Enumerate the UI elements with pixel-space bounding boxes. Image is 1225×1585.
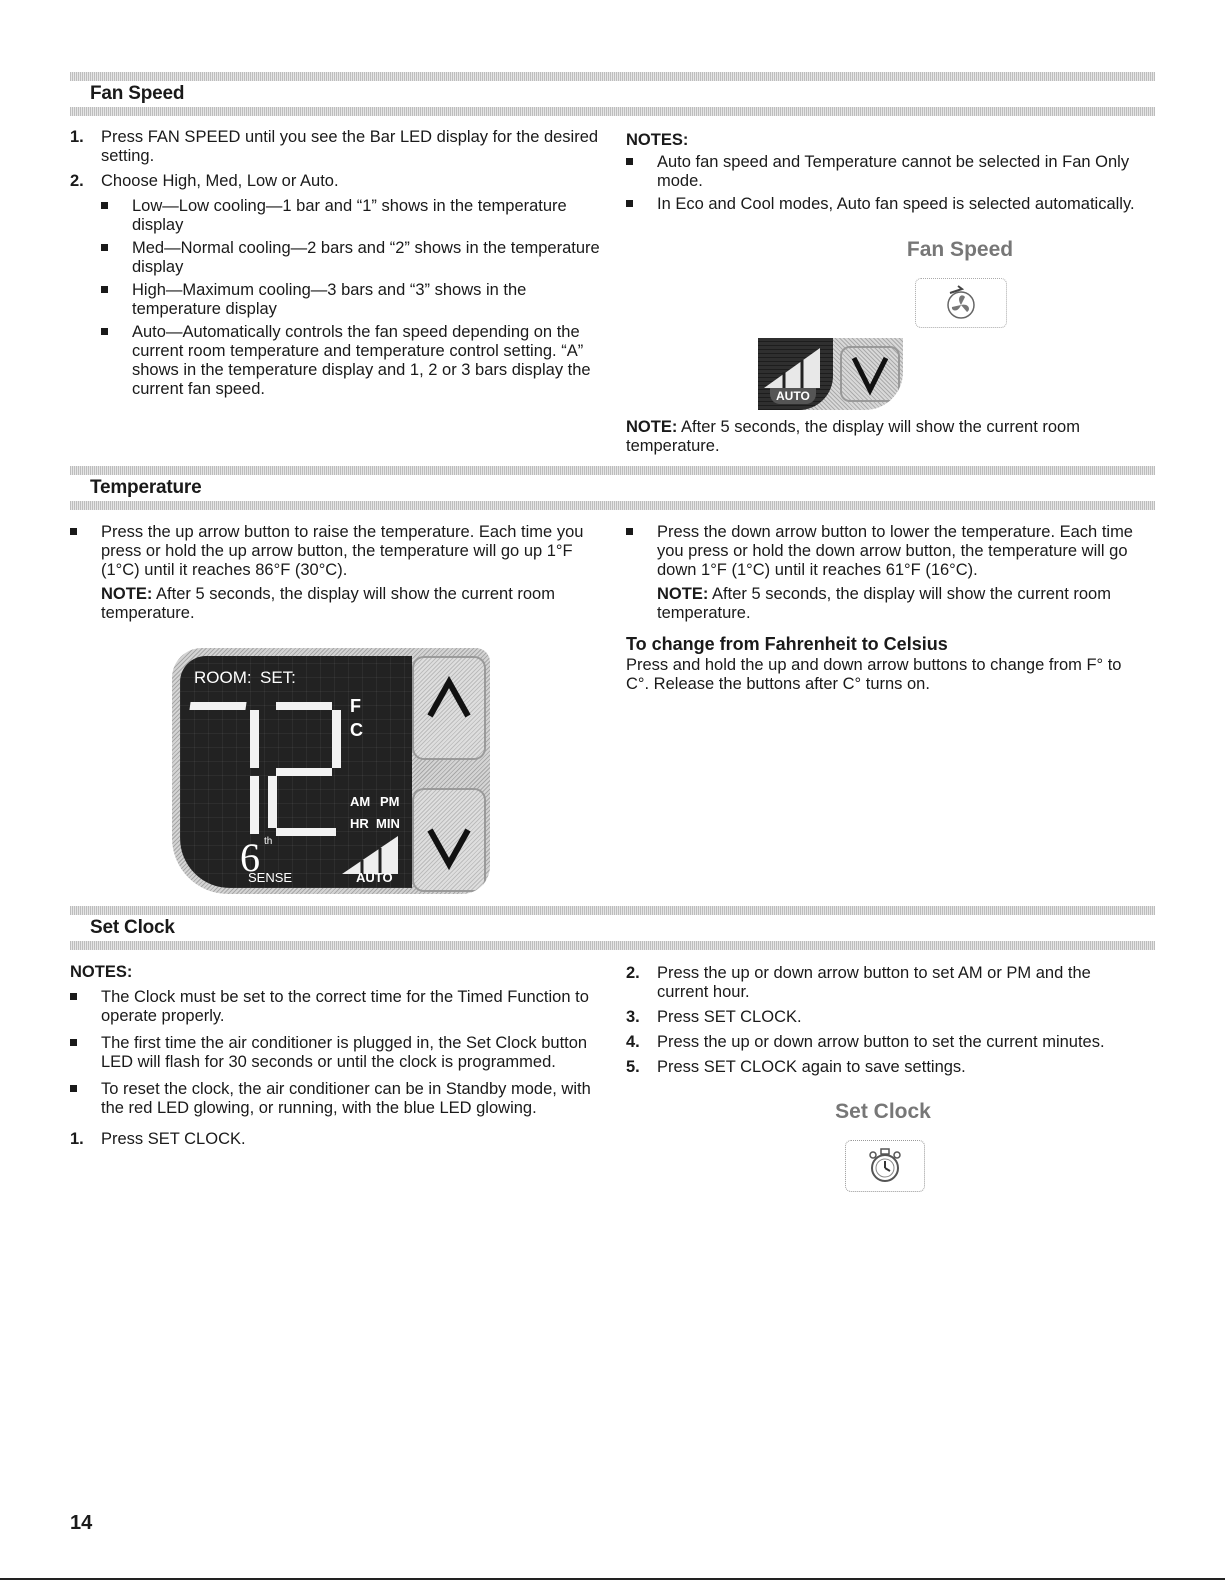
segment bbox=[250, 776, 259, 834]
down-arrow-button[interactable] bbox=[412, 788, 486, 892]
temperature-right-column bbox=[626, 523, 1146, 694]
fahrenheit-celsius-block bbox=[626, 635, 1146, 694]
fan-speed-display bbox=[758, 338, 903, 410]
clock-icon bbox=[846, 1141, 924, 1191]
header-rule bbox=[70, 906, 1155, 915]
down-arrow-button[interactable] bbox=[840, 346, 900, 402]
auto-label: AUTO bbox=[770, 388, 816, 404]
list-item: Press the down arrow button to lower the temperature. Each time you press or hold the down arrow button, the temperature will go down 1°F (1°C) until it reaches 61°F (16°C). NOTE: After 5 seconds, the display will show the current room temperature. bbox=[626, 523, 1146, 623]
sense-number: 6 bbox=[240, 835, 260, 880]
notes-heading: NOTES: bbox=[70, 963, 133, 981]
sense-label: SENSE bbox=[248, 870, 293, 885]
page-number: 14 bbox=[70, 1512, 93, 1534]
temperature-left-column bbox=[70, 523, 598, 627]
segment bbox=[268, 776, 277, 828]
list-item: Auto fan speed and Temperature cannot be selected in Fan Only mode. bbox=[626, 153, 1146, 191]
segment bbox=[276, 828, 336, 836]
set-clock-section-header bbox=[70, 906, 1155, 950]
step: 1. Press SET CLOCK. bbox=[70, 1130, 246, 1148]
segment bbox=[332, 710, 341, 768]
notes-heading: NOTES: bbox=[626, 131, 689, 149]
temperature-section-header bbox=[70, 466, 1155, 510]
fan-speed-right-column bbox=[626, 131, 1146, 218]
list-item: In Eco and Cool modes, Auto fan speed is selected automatically. bbox=[626, 195, 1146, 214]
list-item: The Clock must be set to the correct time for the Timed Function to operate properly. bbox=[70, 988, 598, 1026]
segment bbox=[250, 710, 259, 768]
subheading: To change from Fahrenheit to Celsius bbox=[626, 634, 948, 654]
auto-label: AUTO bbox=[356, 870, 393, 885]
celsius-indicator: C bbox=[350, 720, 363, 740]
set-clock-left-column bbox=[70, 963, 598, 1155]
list-item: Low—Low cooling—1 bar and “1” shows in the temperature display bbox=[101, 197, 600, 235]
section-title: Temperature bbox=[90, 477, 202, 498]
step: 3. Press SET CLOCK. bbox=[626, 1008, 802, 1026]
down-arrow-icon bbox=[414, 790, 484, 890]
fan-icon bbox=[916, 279, 1006, 327]
figure-title: Fan Speed bbox=[906, 238, 1014, 261]
hr-indicator: HR bbox=[350, 816, 369, 831]
lcd-panel bbox=[180, 656, 412, 888]
am-indicator: AM bbox=[350, 794, 371, 809]
up-arrow-button[interactable] bbox=[412, 656, 486, 760]
section-title: Set Clock bbox=[90, 917, 175, 938]
subtext: Press and hold the up and down arrow buttons to change from F° to C°. Release the buttons after C° turns on. bbox=[626, 656, 1122, 693]
segment bbox=[276, 702, 332, 710]
fahrenheit-indicator: F bbox=[350, 696, 361, 716]
up-arrow-icon bbox=[414, 658, 484, 758]
segment bbox=[276, 768, 332, 776]
list-item: Auto—Automatically controls the fan speed depending on the current room temperature and temperature control setting. “A” shows in the temperature display and 1, 2 or 3 bars display the current fan speed. bbox=[101, 323, 600, 399]
step: 1. Press FAN SPEED until you see the Bar LED display for the desired setting. bbox=[70, 128, 599, 165]
list-item: Press the up arrow button to raise the temperature. Each time you press or hold the up arrow button, the temperature will go up 1°F (1°C) until it reaches 86°F (30°C). NOTE: After 5 seconds, the display will show the current room temperature. bbox=[70, 523, 598, 623]
header-rule bbox=[70, 72, 1155, 81]
sense-superscript: th bbox=[264, 836, 273, 847]
temperature-display bbox=[172, 648, 490, 894]
list-item: High—Maximum cooling—3 bars and “3” shows in the temperature display bbox=[101, 281, 600, 319]
step: 2. Choose High, Med, Low or Auto. Low—Low cooling—1 bar and “1” shows in the temperature display Med—Normal cooling—2 bars and “2” shows in the temperature display High—Maximum cooling—3 bars and “3” shows in the temperature display Auto—Automatically controls the fan speed depending on the current room temperature and temperature control setting. “A” shows in the temperature display and 1, 2 or 3 bars display the current fan speed. bbox=[70, 172, 600, 398]
list-item: To reset the clock, the air conditioner can be in Standby mode, with the red LED glowing, or running, with the blue LED glowing. bbox=[70, 1080, 598, 1118]
fan-speed-button[interactable] bbox=[915, 278, 1007, 328]
fan-bars-icon bbox=[762, 342, 822, 392]
min-indicator: MIN bbox=[376, 816, 400, 831]
header-rule bbox=[70, 466, 1155, 475]
fan-speed-left-column bbox=[70, 128, 600, 405]
header-rule bbox=[70, 501, 1155, 510]
set-label: SET: bbox=[260, 668, 296, 687]
page-bottom-rule bbox=[0, 1578, 1225, 1580]
section-title: Fan Speed bbox=[90, 83, 185, 104]
header-rule bbox=[70, 107, 1155, 116]
list-item: Med—Normal cooling—2 bars and “2” shows in the temperature display bbox=[101, 239, 600, 277]
set-clock-button[interactable] bbox=[845, 1140, 925, 1192]
header-rule bbox=[70, 941, 1155, 950]
step: 2. Press the up or down arrow button to set AM or PM and the current hour. bbox=[626, 964, 1091, 1001]
room-label: ROOM: bbox=[194, 668, 252, 687]
figure-title: Set Clock bbox=[835, 1100, 931, 1123]
pm-indicator: PM bbox=[380, 794, 400, 809]
fan-speed-section-header bbox=[70, 72, 1155, 116]
step: 5. Press SET CLOCK again to save settings. bbox=[626, 1058, 966, 1076]
list-item: The first time the air conditioner is plugged in, the Set Clock button LED will flash for 30 seconds or until the clock is programmed. bbox=[70, 1034, 598, 1072]
fan-speed-note: NOTE: After 5 seconds, the display will show the current room temperature. bbox=[626, 418, 1080, 455]
set-clock-right-column bbox=[626, 964, 1146, 1083]
step: 4. Press the up or down arrow button to set the current minutes. bbox=[626, 1033, 1105, 1051]
segment bbox=[189, 702, 246, 710]
down-arrow-icon bbox=[842, 348, 898, 400]
